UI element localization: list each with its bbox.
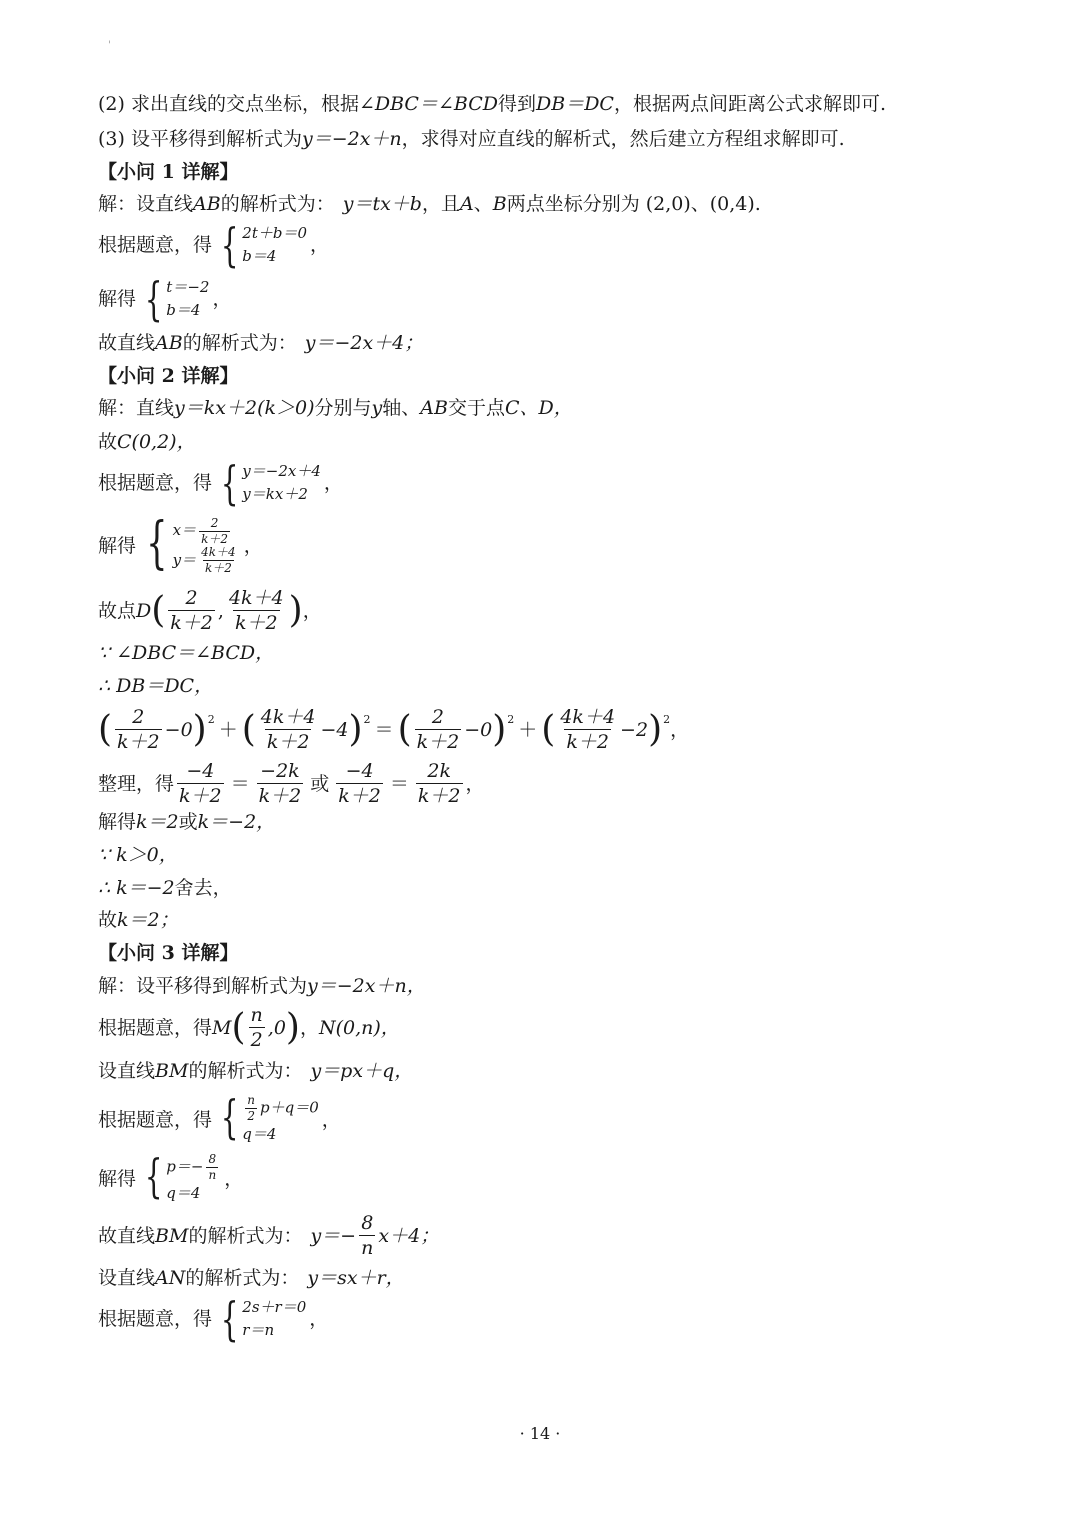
page-number: · 14 ·	[519, 1424, 561, 1443]
part3-points: 根据题意，得 M ( $\frac{n}{2}$ ,0 ) ， N(0,n)，	[98, 1004, 400, 1051]
part3-an-form: 设直线 AN 的解析式为： y＝sx＋r，	[98, 1267, 405, 1289]
part1-result: 故直线 AB 的解析式为： y＝−2x＋4；	[98, 332, 424, 354]
part2-system: 根据题意，得 { y＝−2x＋4 y＝kx＋2 ，	[98, 456, 343, 510]
part2-result: 故 k＝2；	[98, 909, 179, 931]
equation-system: { 2s＋r＝0 r＝n	[220, 1292, 307, 1346]
part2-line1: 解：直线 y＝kx＋2(k＞0) 分别与 y 轴、 AB 交于点 C、D，	[98, 397, 573, 419]
equation-system: { p＝− $\frac{8}{n}$ q＝4	[144, 1149, 217, 1203]
part1-solution: 解得 { t＝−2 b＝4 ，	[98, 272, 232, 326]
part2-discard: ∴ k＝−2 舍去，	[98, 877, 232, 899]
scan-mark: '	[108, 40, 111, 51]
part2-distance-equation: ( $\frac{2}{k+2}$ −0 ) 2 ＋ ( $\frac{4k+4}{k+2}$ −4 ) 2 ＝ ( $\frac{2}{k+2}$ −0 ) 2 ＋ ( $\frac{4k+4}{k+2}$ −2 ) 2 ，	[98, 706, 690, 753]
part2-point-d: 故点 D ( $\frac{2}{k+2}$ , $\frac{4k+4}{k+2}$ ) ，	[98, 587, 322, 634]
part3-heading: 【小问 3 详解】	[98, 942, 239, 964]
part3-bm-form: 设直线 BM 的解析式为： y＝px＋q，	[98, 1060, 414, 1082]
equation-system: { $\frac{n}{2}$ p＋q＝0 q＝4	[220, 1090, 319, 1144]
part3-bm-result: 故直线 BM 的解析式为： y＝− $\frac{8}{n}$ x＋4；	[98, 1212, 440, 1259]
part2-solution: 解得 { x＝ $\frac{2}{k+2}$ y＝ $\frac{4k+4}{k+2}$ ，	[98, 511, 263, 576]
intro-step-2: (2) 求出直线的交点坐标，根据 ∠DBC＝∠BCD 得到 DB＝DC ，根据两点间距离公式求解即可.	[98, 93, 887, 115]
part2-solve-k: 解得 k＝2 或 k＝−2，	[98, 811, 276, 833]
equation-system: { x＝ $\frac{2}{k+2}$ y＝ $\frac{4k+4}{k+2}$	[146, 511, 236, 576]
part3-bm-system: 根据题意，得 { $\frac{n}{2}$ p＋q＝0 q＝4 ，	[98, 1090, 341, 1144]
intro-step-3: (3) 设平移得到解析式为 y＝−2x＋n ，求得对应直线的解析式，然后建立方程组求解即可.	[98, 128, 845, 150]
equation-system: { 2t＋b＝0 b＝4	[220, 218, 308, 272]
part2-line2: 故 C(0,2)，	[98, 431, 196, 453]
part3-an-system: 根据题意，得 { 2s＋r＝0 r＝n ，	[98, 1292, 329, 1346]
part3-line1: 解：设平移得到解析式为 y＝−2x＋n，	[98, 975, 426, 997]
equation-system: { y＝−2x＋4 y＝kx＋2	[220, 456, 321, 510]
equation-system: { t＝−2 b＝4	[144, 272, 210, 326]
part1-line1: 解：设直线 AB 的解析式为： y＝tx＋b ，且 A 、 B 两点坐标分别为 (2,0)、(0,4).	[98, 193, 761, 215]
part1-heading: 【小问 1 详解】	[98, 161, 239, 183]
part2-simplify: 整理，得 $\frac{-4}{k+2}$ ＝ $\frac{-2k}{k+2}$ 或 $\frac{-4}{k+2}$ ＝ $\frac{2k}{k+2}$ ，	[98, 760, 485, 807]
part2-because: ∵ ∠DBC＝∠BCD，	[98, 642, 275, 664]
part1-system: 根据题意，得 { 2t＋b＝0 b＝4 ，	[98, 218, 330, 272]
part3-bm-solution: 解得 { p＝− $\frac{8}{n}$ q＝4 ，	[98, 1149, 244, 1203]
part2-heading: 【小问 2 详解】	[98, 365, 239, 387]
part2-condition: ∵ k＞0，	[98, 844, 178, 866]
part2-therefore: ∴ DB＝DC，	[98, 675, 214, 697]
